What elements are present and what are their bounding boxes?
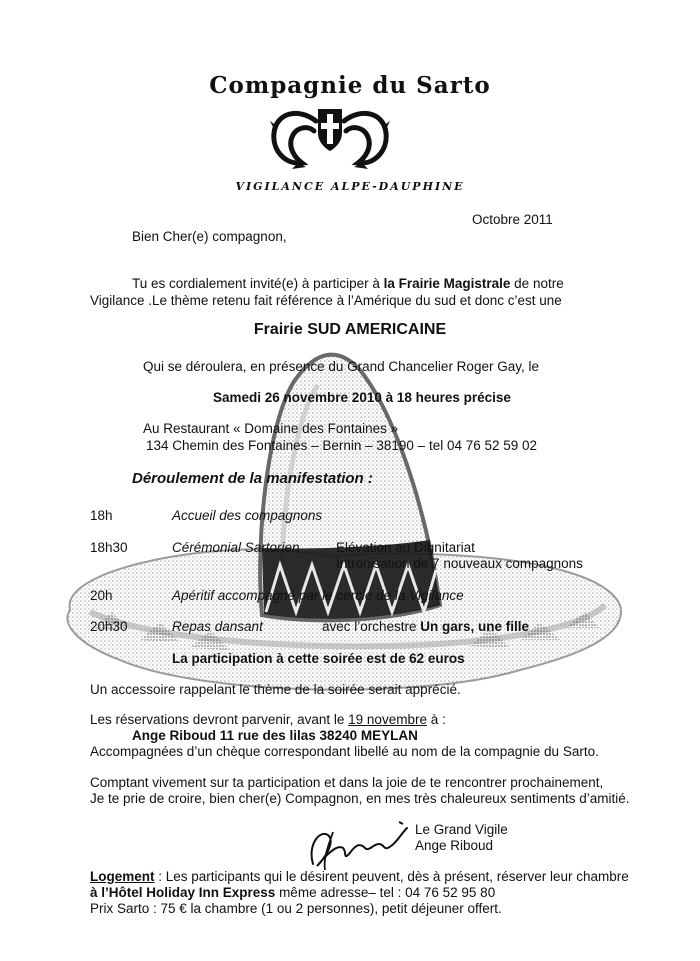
lodging-hotel-contact: même adresse– tel : 04 76 52 95 80 xyxy=(275,885,496,900)
intro-line-1 xyxy=(132,276,564,292)
reservation-text-c: à : xyxy=(426,712,446,727)
orchestra-name: Un gars, une fille xyxy=(420,619,530,634)
orchestra-prefix: avec l’orchestre xyxy=(322,619,421,634)
reservation-check: Accompagnées d’un chèque correspondant libellé au nom de la compagnie du Sarto. xyxy=(90,744,599,759)
program-time-2: 18h30 xyxy=(90,540,128,555)
lodging-hotel: à l’Hôtel Holiday Inn Express xyxy=(90,885,276,900)
venue-line-2: 134 Chemin des Fontaines – Bernin – 38190 – tel 04 76 52 59 02 xyxy=(146,438,538,453)
venue-line-1: Au Restaurant « Domaine des Fontaines » xyxy=(143,421,399,436)
program-label-2: Cérémonial Sartorien xyxy=(172,540,300,555)
event-title: Frairie SUD AMERICAINE xyxy=(253,321,447,338)
event-date: Samedi 26 novembre 2010 à 18 heures précise xyxy=(213,390,511,405)
signatory-title: Le Grand Vigile xyxy=(415,822,508,837)
presence-line: Qui se déroulera, en présence du Grand Chancelier Roger Gay, le xyxy=(143,359,539,374)
program-time-1: 18h xyxy=(90,508,113,523)
dolphin-crest-icon xyxy=(268,103,392,171)
lodging-line-2 xyxy=(90,885,495,901)
program-label-1: Accueil des compagnons xyxy=(172,508,323,523)
price-line: La participation à cette soirée est de 62 euros xyxy=(172,651,465,666)
program-time-3: 20h xyxy=(90,588,113,603)
reservation-text-a: Les réservations devront parvenir, avant le xyxy=(90,712,349,727)
lodging-text-1: : Les participants qui le désirent peuvent, dès à présent, réserver leur chambre xyxy=(154,869,629,884)
intro-text-c: de notre xyxy=(510,276,564,291)
accessory-line: Un accessoire rappelant le thème de la soirée serait apprécié. xyxy=(90,682,461,697)
program-title: Déroulement de la manifestation : xyxy=(132,470,373,487)
program-time-4: 20h30 xyxy=(90,619,128,634)
program-label-4: Repas dansant xyxy=(172,619,263,634)
signatory-name: Ange Riboud xyxy=(415,838,494,853)
program-label-3: Apéritif accompagné par le cercle de la Vigilance xyxy=(172,588,464,603)
handwritten-signature xyxy=(303,814,415,872)
company-title: Compagnie du Sarto xyxy=(209,72,491,99)
closing-line-2: Je te prie de croire, bien cher(e) Compagnon, en mes très chaleureux sentiments d’amitié. xyxy=(90,791,630,806)
reservation-line xyxy=(90,712,446,728)
intro-frairie-magistrale: la Frairie Magistrale xyxy=(383,276,511,291)
program-detail-4 xyxy=(322,619,529,635)
reservation-address: Ange Riboud 11 rue des lilas 38240 MEYLAN xyxy=(132,728,418,743)
closing-line-1: Comptant vivement sur ta participation et dans la joie de te rencontrer prochainement, xyxy=(90,775,604,790)
motto: VIGILANCE ALPE-DAUPHINE xyxy=(235,180,465,193)
program-detail-2b: Intronisation de 7 nouveaux compagnons xyxy=(336,556,583,571)
letter-date: Octobre 2011 xyxy=(472,212,553,227)
intro-text-a: Tu es cordialement invité(e) à participer à xyxy=(132,276,384,291)
reservation-deadline: 19 novembre xyxy=(348,712,427,727)
salutation: Bien Cher(e) compagnon, xyxy=(132,229,287,244)
intro-line-2: Vigilance .Le thème retenu fait référence à l’Amérique du sud et donc c’est une xyxy=(90,293,562,308)
lodging-label: Logement xyxy=(90,869,155,884)
lodging-line-1 xyxy=(90,869,629,885)
lodging-line-3: Prix Sarto : 75 € la chambre (1 ou 2 personnes), petit déjeuner offert. xyxy=(90,901,502,916)
program-detail-2: Elévation au Dignitariat xyxy=(336,540,475,555)
